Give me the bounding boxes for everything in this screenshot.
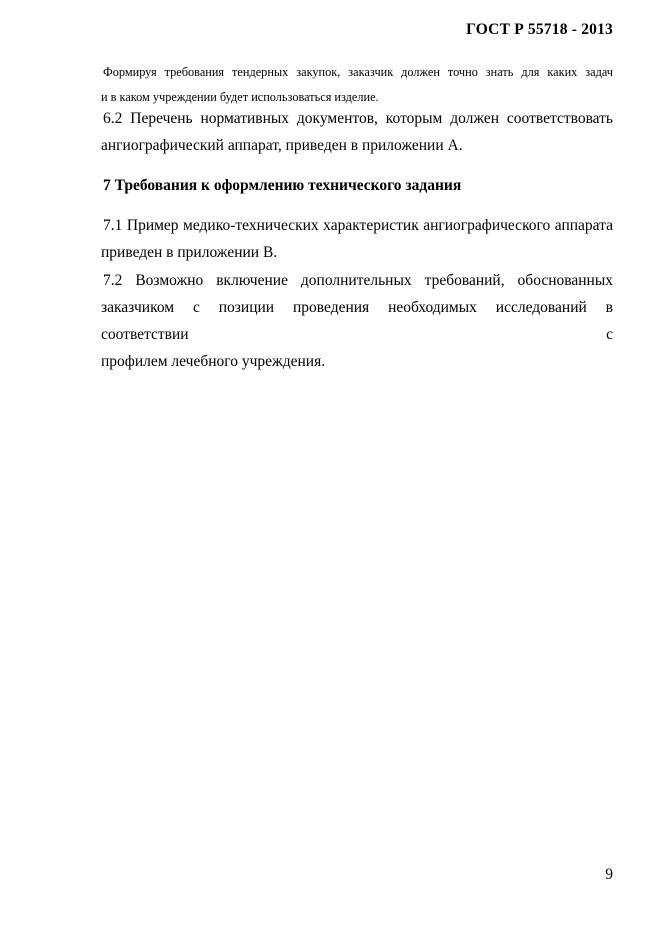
paragraph-7-2-line-1: 7.2 Возможно включение дополнительных требований, обоснованных <box>103 272 613 289</box>
paragraph-7-1 <box>103 212 613 266</box>
paragraph-7-2 <box>103 267 613 375</box>
paragraph-6-2-line-2: ангиографический аппарат, приведен в приложении А. <box>101 137 463 154</box>
paragraph-6-2-number: 6.2 <box>103 110 123 127</box>
section-7-title: 7 Требования к оформлению технического задания <box>103 177 462 194</box>
page-number: 9 <box>605 866 613 883</box>
intro-line-1: Формируя требования тендерных закупок, заказчик должен точно знать для каких задач <box>103 65 613 79</box>
intro-line-2: и в каком учреждении будет использоваться изделие. <box>101 90 379 104</box>
paragraph-7-1-line-1: 7.1 Пример медико-технических характеристик ангиографического аппарата <box>103 217 613 234</box>
paragraph-7-1-line-2: приведен в приложении В. <box>101 244 278 261</box>
document-header: ГОСТ Р 55718 - 2013 <box>466 21 613 38</box>
paragraph-6-2-line-1 <box>103 105 613 132</box>
intro-paragraph <box>103 60 613 110</box>
paragraph-6-2-text: Перечень нормативных документов, которым должен соответствовать <box>130 110 614 127</box>
paragraph-7-2-line-3: профилем лечебного учреждения. <box>101 353 326 370</box>
paragraph-7-2-line-2: заказчиком с позиции проведения необходимых исследований в соответствии с <box>101 299 613 343</box>
paragraph-6-2 <box>103 105 613 159</box>
